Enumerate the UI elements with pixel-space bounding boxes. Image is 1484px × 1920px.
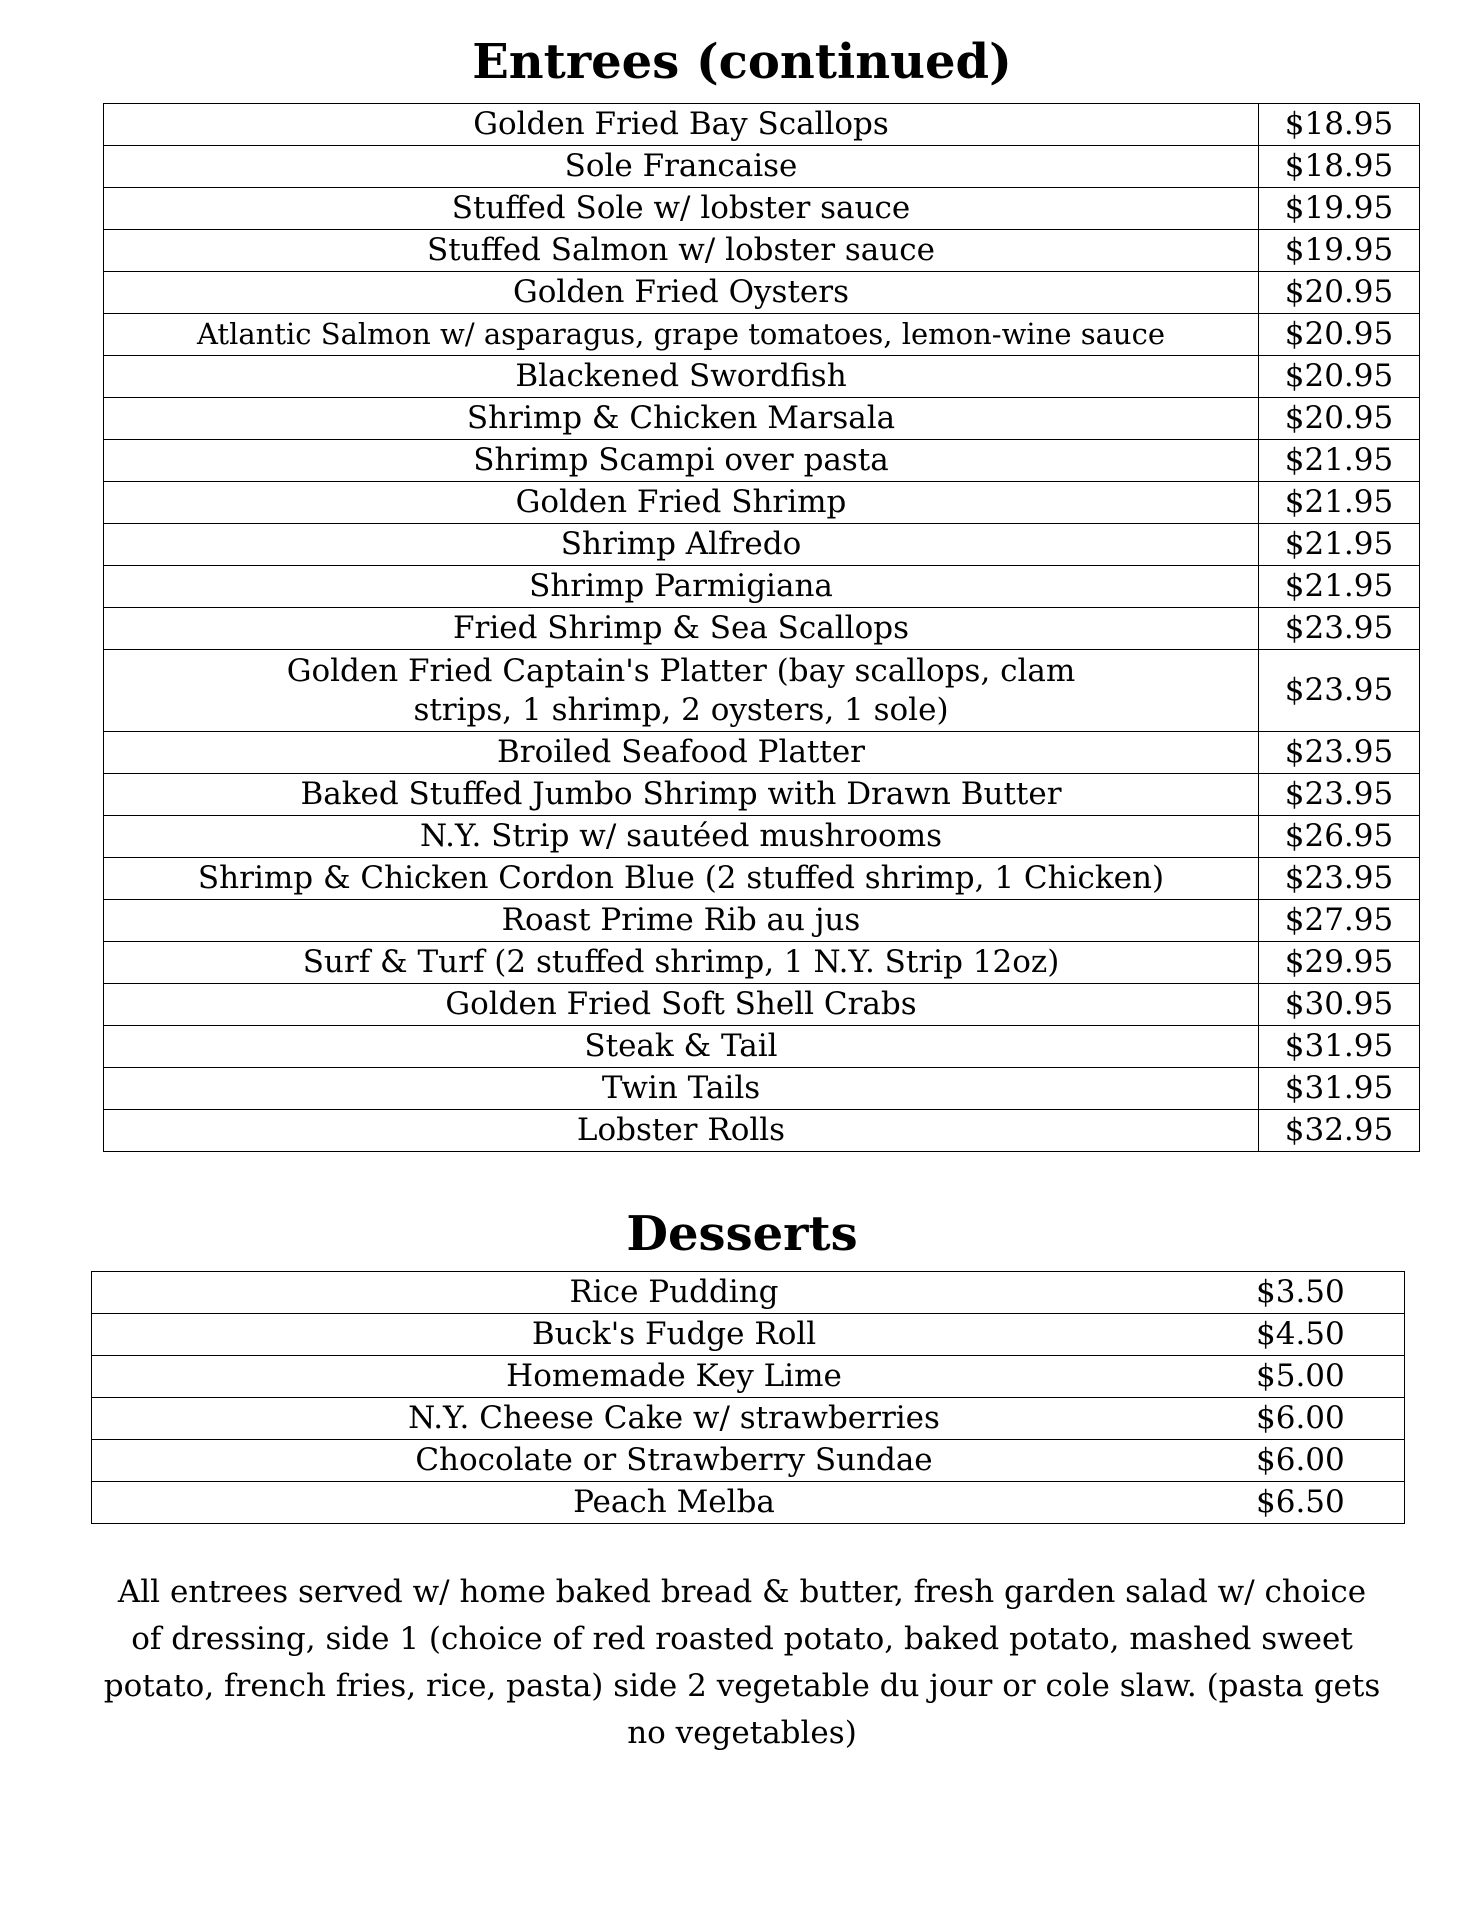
table-row: [104, 1110, 1420, 1152]
menu-item-price: $23.95: [1259, 732, 1420, 774]
menu-item-name: Peach Melba: [92, 1482, 1257, 1524]
desserts-table: [91, 1271, 1405, 1524]
table-row: [92, 1440, 1405, 1482]
entrees-heading: Entrees (continued): [472, 34, 1012, 90]
menu-item-name: Sole Francaise: [104, 146, 1259, 188]
table-row: [104, 146, 1420, 188]
table-row: [104, 356, 1420, 398]
table-row: [104, 942, 1420, 984]
menu-item-price: $4.50: [1256, 1314, 1405, 1356]
table-row: [104, 858, 1420, 900]
menu-item-price: $23.95: [1259, 608, 1420, 650]
menu-item-name: Golden Fried Shrimp: [104, 482, 1259, 524]
menu-item-name: Golden Fried Captain's Platter (bay scallops, clam strips, 1 shrimp, 2 oysters, 1 sole): [104, 650, 1259, 732]
menu-item-price: $29.95: [1259, 942, 1420, 984]
menu-item-price: $5.00: [1256, 1356, 1405, 1398]
table-row: [104, 272, 1420, 314]
table-row: [104, 398, 1420, 440]
menu-item-name: N.Y. Strip w/ sautéed mushrooms: [104, 816, 1259, 858]
table-row: [104, 1068, 1420, 1110]
table-row: [104, 230, 1420, 272]
menu-item-price: $23.95: [1259, 858, 1420, 900]
menu-item-price: $27.95: [1259, 900, 1420, 942]
menu-item-name: Golden Fried Oysters: [104, 272, 1259, 314]
menu-item-name: Golden Fried Soft Shell Crabs: [104, 984, 1259, 1026]
menu-item-name: Shrimp Alfredo: [104, 524, 1259, 566]
menu-item-name: Fried Shrimp & Sea Scallops: [104, 608, 1259, 650]
table-row: [92, 1356, 1405, 1398]
table-row: [104, 608, 1420, 650]
menu-item-name: Twin Tails: [104, 1068, 1259, 1110]
menu-item-price: $6.50: [1256, 1482, 1405, 1524]
menu-item-price: $6.00: [1256, 1398, 1405, 1440]
menu-item-price: $6.00: [1256, 1440, 1405, 1482]
menu-item-price: $19.95: [1259, 230, 1420, 272]
menu-item-price: $21.95: [1259, 524, 1420, 566]
menu-item-price: $20.95: [1259, 314, 1420, 356]
menu-item-price: $26.95: [1259, 816, 1420, 858]
menu-item-name: Broiled Seafood Platter: [104, 732, 1259, 774]
menu-item-name: Shrimp & Chicken Marsala: [104, 398, 1259, 440]
table-row: [92, 1398, 1405, 1440]
menu-item-name: Shrimp Scampi over pasta: [104, 440, 1259, 482]
menu-item-price: $3.50: [1256, 1272, 1405, 1314]
menu-item-price: $20.95: [1259, 356, 1420, 398]
table-row: [104, 900, 1420, 942]
menu-item-price: $19.95: [1259, 188, 1420, 230]
menu-item-name: Blackened Swordfish: [104, 356, 1259, 398]
menu-item-price: $31.95: [1259, 1068, 1420, 1110]
menu-item-price: $23.95: [1259, 650, 1420, 732]
menu-item-name: Atlantic Salmon w/ asparagus, grape tomatoes, lemon-wine sauce: [104, 314, 1259, 356]
menu-item-price: $31.95: [1259, 1026, 1420, 1068]
desserts-heading: Desserts: [626, 1206, 858, 1262]
table-row: [92, 1272, 1405, 1314]
menu-item-price: $30.95: [1259, 984, 1420, 1026]
menu-item-name: Stuffed Salmon w/ lobster sauce: [104, 230, 1259, 272]
menu-item-price: $21.95: [1259, 566, 1420, 608]
menu-item-price: $21.95: [1259, 440, 1420, 482]
menu-item-name: Shrimp & Chicken Cordon Blue (2 stuffed shrimp, 1 Chicken): [104, 858, 1259, 900]
menu-item-price: $20.95: [1259, 398, 1420, 440]
entrees-table: [103, 103, 1420, 1152]
menu-item-price: $18.95: [1259, 104, 1420, 146]
table-row: [104, 566, 1420, 608]
menu-item-name: N.Y. Cheese Cake w/ strawberries: [92, 1398, 1257, 1440]
table-row: [104, 314, 1420, 356]
menu-item-name: Rice Pudding: [92, 1272, 1257, 1314]
table-row: [104, 440, 1420, 482]
table-row: [104, 732, 1420, 774]
menu-item-name: Roast Prime Rib au jus: [104, 900, 1259, 942]
table-row: [92, 1482, 1405, 1524]
menu-item-name: Surf & Turf (2 stuffed shrimp, 1 N.Y. Strip 12oz): [104, 942, 1259, 984]
menu-item-price: $21.95: [1259, 482, 1420, 524]
table-row: [104, 104, 1420, 146]
table-row: [104, 188, 1420, 230]
table-row: [104, 482, 1420, 524]
menu-item-name: Buck's Fudge Roll: [92, 1314, 1257, 1356]
menu-item-name: Homemade Key Lime: [92, 1356, 1257, 1398]
menu-item-name: Shrimp Parmigiana: [104, 566, 1259, 608]
table-row: [104, 984, 1420, 1026]
menu-item-name: Stuffed Sole w/ lobster sauce: [104, 188, 1259, 230]
table-row: [104, 1026, 1420, 1068]
menu-item-name: Lobster Rolls: [104, 1110, 1259, 1152]
table-row: [104, 524, 1420, 566]
menu-item-price: $32.95: [1259, 1110, 1420, 1152]
table-row: [92, 1314, 1405, 1356]
menu-item-price: $20.95: [1259, 272, 1420, 314]
table-row: [104, 816, 1420, 858]
menu-item-price: $23.95: [1259, 774, 1420, 816]
menu-item-name: Steak & Tail: [104, 1026, 1259, 1068]
table-row: [104, 774, 1420, 816]
menu-item-name: Chocolate or Strawberry Sundae: [92, 1440, 1257, 1482]
menu-item-name: Baked Stuffed Jumbo Shrimp with Drawn Butter: [104, 774, 1259, 816]
menu-item-name: Golden Fried Bay Scallops: [104, 104, 1259, 146]
footer-note: All entrees served w/ home baked bread & butter, fresh garden salad w/ choice of dressing, side 1 (choice of red roasted potato, baked potato, mashed sweet potato, french fries, rice, pasta) side 2 vegetable du jour or cole slaw. (pasta gets no vegetables): [103, 1574, 1381, 1751]
menu-item-price: $18.95: [1259, 146, 1420, 188]
table-row: [104, 650, 1420, 732]
